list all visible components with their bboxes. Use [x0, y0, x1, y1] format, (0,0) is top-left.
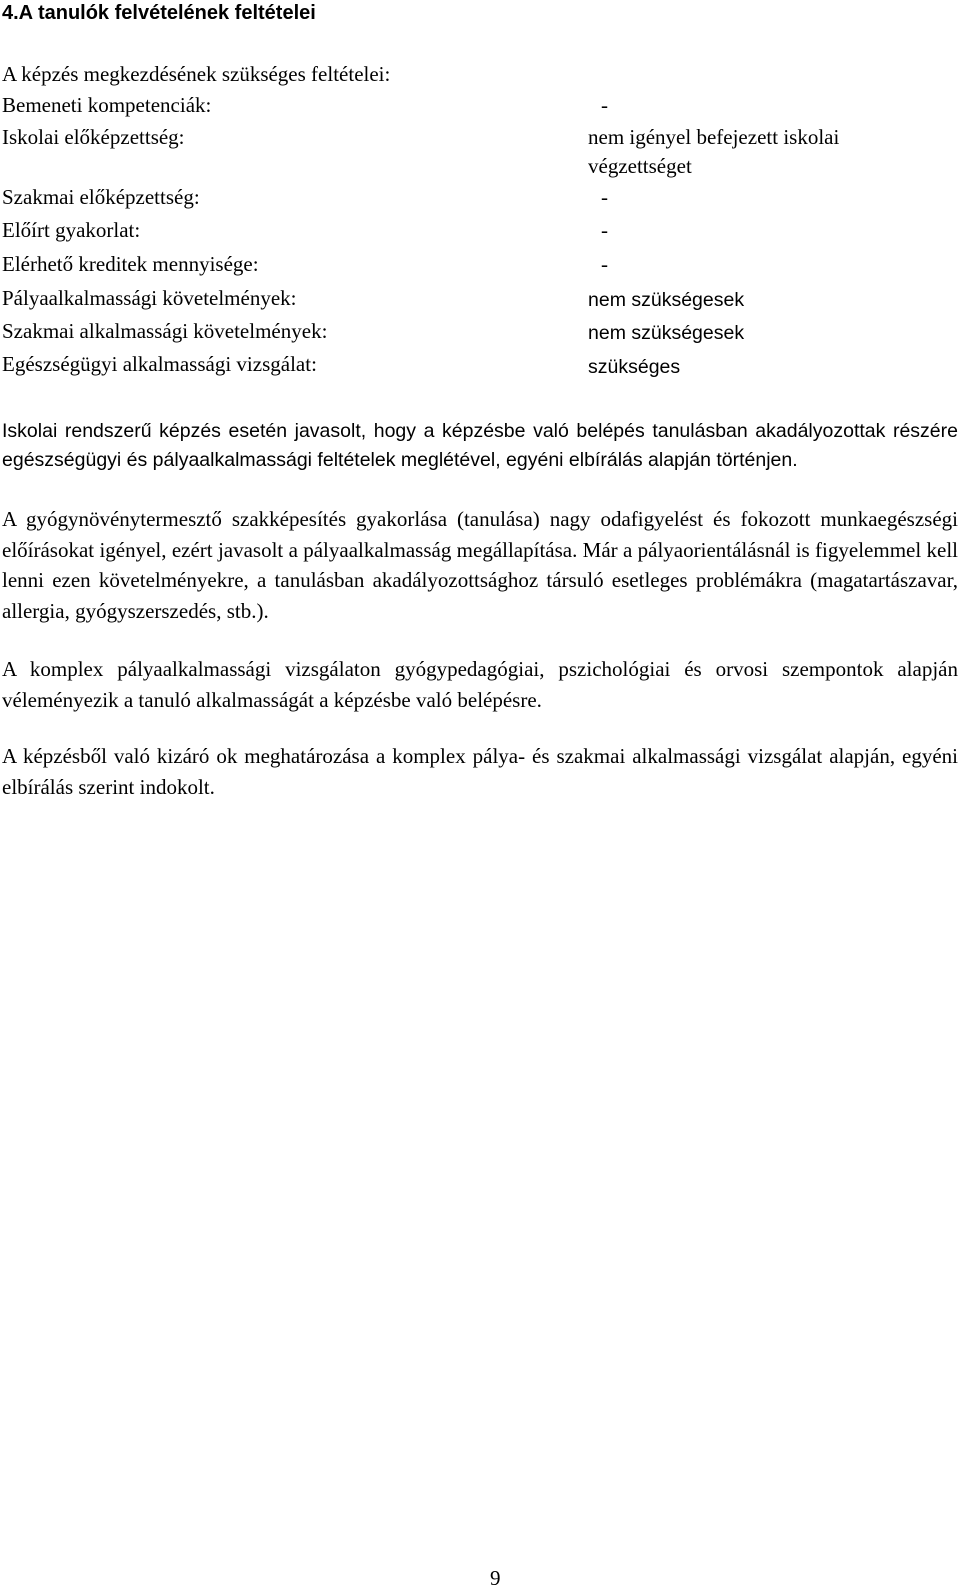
requirement-label: Elérhető kreditek mennyisége: — [2, 252, 259, 276]
requirement-label: Szakmai előképzettség: — [2, 185, 200, 209]
paragraph: A gyógynövénytermesztő szakképesítés gyakorlása (tanulása) nagy odafigyelést és fokozott munkaegészségi előírásokat igényel, ezért javasolt a pályaalkalmasság megállapítása. Már a pályaorientálásnál is figyelemmel kell lenni ezen követelményekre, a tanulásban akadályozottsághoz társuló esetleges problémákra (magatartászavar, allergia, gyógyszerszedés, stb.). — [2, 507, 958, 623]
requirement-value: - — [601, 252, 608, 276]
section-heading: 4.A tanulók felvételének feltételei — [2, 2, 316, 24]
requirement-label: Pályaalkalmassági követelmények: — [2, 286, 297, 310]
requirement-value: nem szükségesek — [588, 322, 745, 344]
requirement-label: Szakmai alkalmassági követelmények: — [2, 319, 328, 343]
paragraph: Iskolai rendszerű képzés esetén javasolt, hogy a képzésbe való belépés tanulásban akadályozottak részére egészségügyi és pályaalkalmassági feltételek meglétével, egyéni elbírálás alapján történjen. — [2, 420, 958, 471]
requirement-value: nem szükségesek — [588, 289, 745, 311]
requirement-value: - — [601, 93, 608, 117]
requirement-label: Egészségügyi alkalmassági vizsgálat: — [2, 352, 317, 376]
intro-line: A képzés megkezdésének szükséges feltételei: — [2, 62, 391, 86]
requirement-value: szükséges — [588, 356, 681, 378]
paragraph: A komplex pályaalkalmassági vizsgálaton gyógypedagógiai, pszichológiai és orvosi szempontok alapján véleményezik a tanuló alkalmasságát a képzésbe való belépésre. — [2, 657, 958, 712]
requirement-value: - — [601, 218, 608, 242]
paragraph: A képzésből való kizáró ok meghatározása a komplex pálya- és szakmai alkalmassági vizsgálat alapján, egyéni elbírálás szerint indokolt. — [2, 744, 958, 799]
requirement-label: Iskolai előképzettség: — [2, 125, 185, 149]
requirement-label: Előírt gyakorlat: — [2, 218, 141, 242]
requirement-value: nem igényel befejezett iskolai — [588, 125, 840, 149]
requirement-value: - — [601, 185, 608, 209]
requirement-label: Bemeneti kompetenciák: — [2, 93, 212, 117]
requirement-value-continued: végzettséget — [588, 154, 692, 178]
page-number: 9 — [490, 1566, 501, 1590]
